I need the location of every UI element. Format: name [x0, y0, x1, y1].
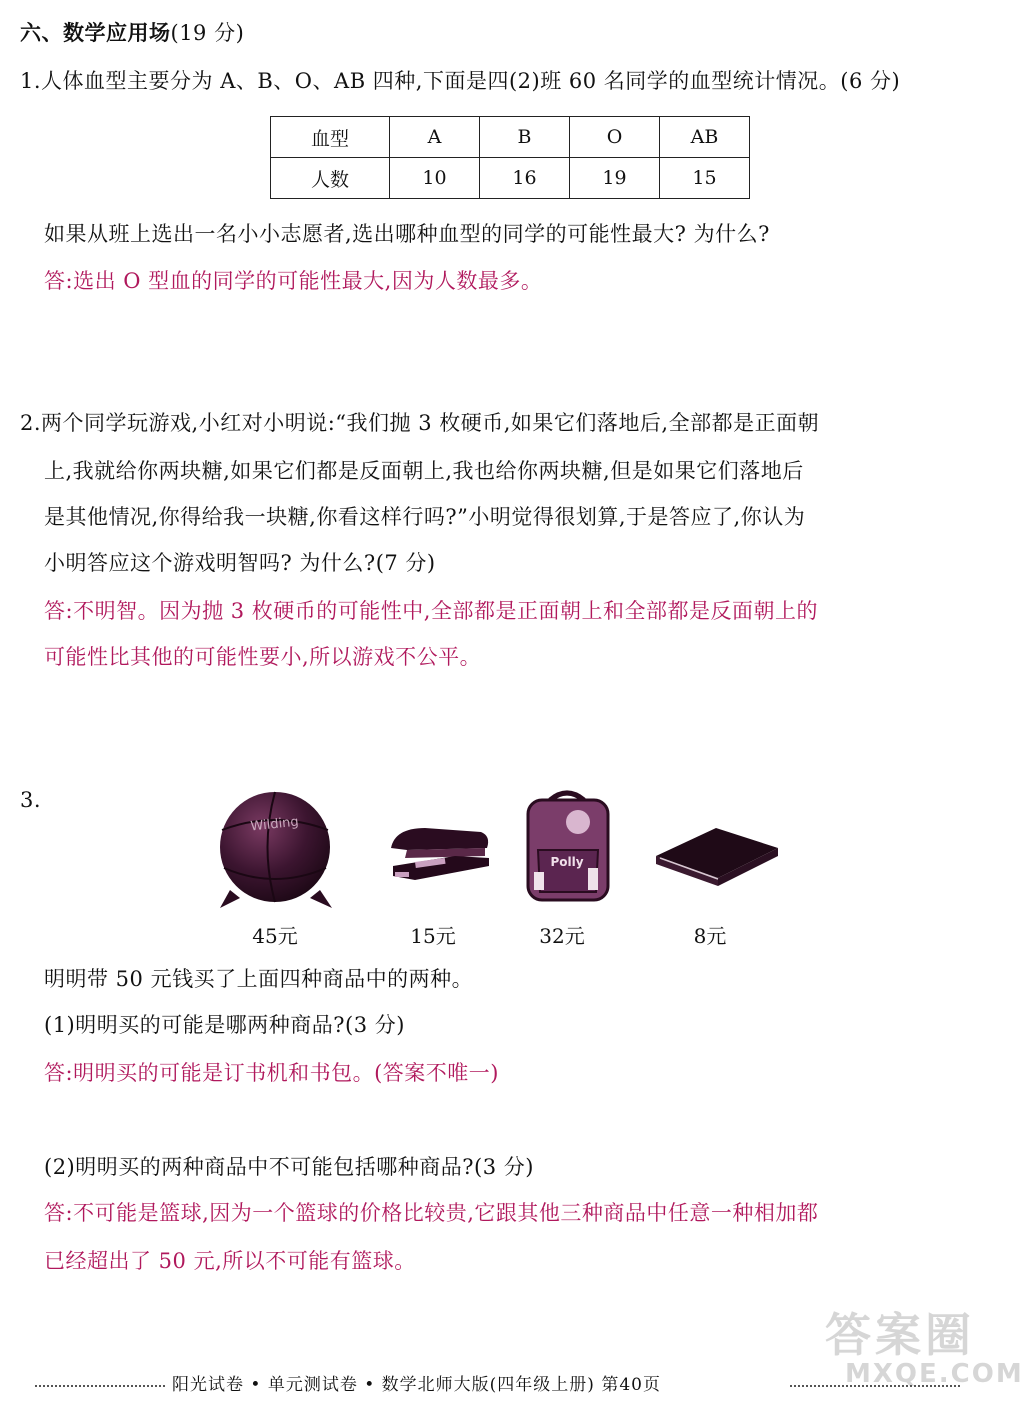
q2-line: 2.两个同学玩游戏,小红对小明说:“我们抛 3 枚硬币,如果它们落地后,全部都是正面朝 [20, 411, 820, 435]
price-notebook: 8元 [693, 924, 727, 948]
table-cell: 10 [390, 158, 480, 199]
table-row [271, 117, 750, 158]
q3-sub1-answer: 答:明明买的可能是订书机和书包。(答案不唯一) [44, 1061, 499, 1085]
q1-stem: 1.人体血型主要分为 A、B、O、AB 四种,下面是四(2)班 60 名同学的血型统计情况。(6 分) [20, 69, 901, 93]
q2-answer-line: 可能性比其他的可能性要小,所以游戏不公平。 [44, 645, 482, 669]
q2-line: 是其他情况,你得给我一块糖,你看这样行吗?”小明觉得很划算,于是答应了,你认为 [44, 505, 806, 529]
price-stapler: 15元 [410, 924, 456, 948]
q3-number: 3. [20, 788, 42, 812]
blood-type-table [270, 116, 750, 199]
table-cell: 16 [480, 158, 570, 199]
q1-question: 如果从班上选出一名小小志愿者,选出哪种血型的同学的可能性最大? 为什么? [44, 222, 770, 246]
table-column-header: B [480, 117, 570, 158]
stapler-image [385, 818, 495, 888]
basketball-print: Wilding [249, 814, 300, 835]
q2-line: 小明答应这个游戏明智吗? 为什么?(7 分) [44, 551, 436, 575]
q3-sub2-answer-line: 答:不可能是篮球,因为一个篮球的价格比较贵,它跟其他三种商品中任意一种相加都 [44, 1201, 819, 1225]
table-column-header: A [390, 117, 480, 158]
page-footer [0, 1370, 1000, 1400]
table-cell: 19 [570, 158, 660, 199]
q3-sub2-question: (2)明明买的两种商品中不可能包括哪种商品?(3 分) [44, 1155, 534, 1179]
watermark-line2: MXQE.COM [845, 1359, 1024, 1389]
price-basketball: 45元 [252, 924, 298, 948]
q3-stem: 明明带 50 元钱买了上面四种商品中的两种。 [44, 967, 474, 991]
backpack-image [520, 788, 615, 903]
backpack-print: Polly [550, 855, 584, 869]
q1-answer: 答:选出 O 型血的同学的可能性最大,因为人数最多。 [44, 269, 543, 293]
notebook-image [652, 822, 782, 892]
price-backpack: 32元 [539, 924, 585, 948]
q3-sub2-answer-line: 已经超出了 50 元,所以不可能有篮球。 [44, 1249, 416, 1273]
footer-divider-left [35, 1385, 165, 1387]
basketball-image [210, 790, 340, 910]
footer-divider-right [790, 1385, 960, 1387]
q2-answer-line: 答:不明智。因为抛 3 枚硬币的可能性中,全部都是正面朝上和全部都是反面朝上的 [44, 599, 818, 623]
q2-line: 上,我就给你两块糖,如果它们都是反面朝上,我也给你两块糖,但是如果它们落地后 [44, 459, 804, 483]
footer-text: 阳光试卷 • 单元测试卷 • 数学北师大版(四年级上册) 第40页 [172, 1375, 661, 1395]
table-column-header: O [570, 117, 660, 158]
table-row-label: 人数 [271, 158, 390, 199]
table-row [271, 158, 750, 199]
q3-sub1-question: (1)明明买的可能是哪两种商品?(3 分) [44, 1013, 405, 1037]
section-title: 六、数学应用场(19 分) [20, 20, 245, 45]
watermark-line1: 答案圈 [825, 1308, 975, 1362]
table-cell: 15 [660, 158, 750, 199]
table-header-label: 血型 [271, 117, 390, 158]
table-column-header: AB [660, 117, 750, 158]
